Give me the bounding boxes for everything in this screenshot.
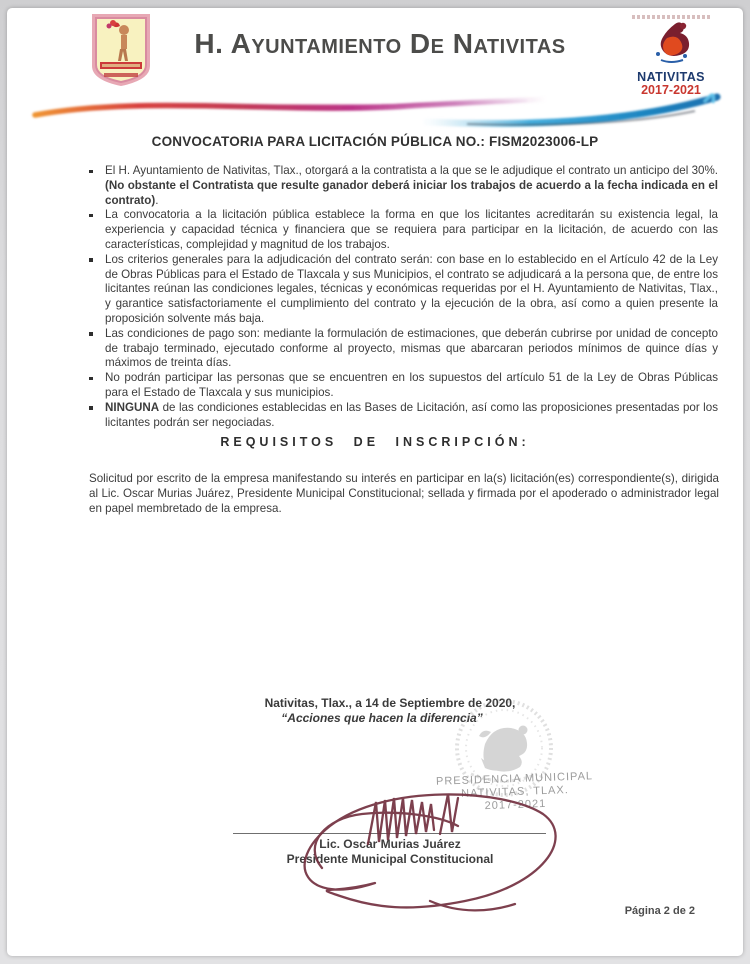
page-title: H. Ayuntamiento De Nativitas [194, 28, 566, 59]
stamp-line-3: 2017-2021 [484, 797, 547, 812]
bullet-item [88, 371, 718, 401]
page-number: Página 2 de 2 [624, 905, 695, 917]
bullet-marker-icon [88, 208, 105, 252]
signatory-name: Lic. Oscar Murias Juárez [319, 837, 461, 851]
bullet-item [88, 208, 718, 252]
bullet-text: Las condiciones de pago son: mediante la formulación de estimaciones, que deberán cubrirse por unidad de concepto de trabajo terminado, ejecutado conforme al proyecto, mismas que abarcaran periodos mínimos de quince días y máximos de treinta días. [105, 326, 718, 370]
bullet-item [88, 401, 718, 431]
signatory-title: Presidente Municipal Constitucional [286, 851, 494, 866]
logo-nativitas-text: NATIVITAS [637, 70, 705, 84]
bullet-item [88, 327, 718, 371]
bullet-marker-icon [88, 371, 105, 401]
bullet-marker-icon [88, 164, 105, 208]
stamp-line-1: PRESIDENCIA MUNICIPAL [435, 770, 594, 788]
date-line: Nativitas, Tlax., a 14 de Septiembre de 2020, [264, 696, 516, 710]
requisitos-heading: REQUISITOS DE INSCRIPCIÓN: [220, 435, 530, 449]
logo-fine-print [632, 15, 710, 19]
logo-period-text: 2017-2021 [641, 83, 701, 97]
signature-scribble [280, 786, 580, 916]
bullet-text: NINGUNA de las condiciones establecidas en las Bases de Licitación, así como las proposiciones presentadas por los licitantes podrán ser negociadas. [105, 400, 718, 429]
nativitas-figure-icon [645, 20, 697, 66]
stamp-line-2: NATIVITAS, TLAX. [460, 783, 570, 800]
bullet-marker-icon [88, 253, 105, 327]
nativitas-2017-2021-logo [621, 11, 721, 97]
solicitud-paragraph: Solicitud por escrito de la empresa manifestando su interés en participar en la(s) licitación(es) correspondiente(s), dirigida al Lic. Oscar Murias Juárez, Presidente Municipal Constitucional; sellada y firmada por el apoderado o administrador legal en papel membretado de la empresa. [89, 472, 719, 515]
bullet-text: No podrán participar las personas que se encuentren en los supuestos del artículo 51 de la Ley de Obras Públicas para el Estado de Tlaxcala y sus municipios. [105, 371, 718, 399]
bullet-item [88, 164, 718, 208]
bullet-list [88, 164, 718, 430]
municipal-coat-of-arms-icon [78, 10, 164, 90]
document-title: CONVOCATORIA PARA LICITACIÓN PÚBLICA NO.: FISM2023006-LP [151, 134, 599, 149]
bullet-marker-icon [88, 327, 105, 371]
bullet-item [88, 253, 718, 327]
bullet-text: La convocatoria a la licitación pública establece la forma en que los licitantes acreditarán su existencia legal, la experiencia y capacidad técnica y financiera que se requiera para participar en la licitación, de acuerdo con las características, complejidad y magnitud de los trabajos. [105, 208, 718, 251]
bullet-text: El H. Ayuntamiento de Nativitas, Tlax., otorgará a la contratista a la que se le adjudique el contrato un anticipo del 30%. (No obstante el Contratista que resulte ganador deberá iniciar los trabajos de acuerdo a la fecha indicada en el contrato). [105, 164, 718, 207]
bullet-marker-icon [88, 401, 105, 431]
bullet-text: Los criterios generales para la adjudicación del contrato serán: con base en lo establecido en el Artículo 42 de la Ley de Obras Públicas para el Estado de Tlaxcala y sus Municipios, el contrato se adjudicará a la persona que, de entre los licitantes reúnan las condiciones legales, técnicas y económicas requeridas por el H. Ayuntamiento de Nativitas, Tlax., y garantice satisfactoriamente el cumplimiento del contrato y la ejecución de la obra, así como a quien presente la proposición solvente más baja. [105, 252, 718, 325]
document-page [7, 8, 743, 956]
decorative-ribbon [7, 88, 743, 136]
slogan-line: “Acciones que hacen la diferencia” [281, 711, 483, 725]
